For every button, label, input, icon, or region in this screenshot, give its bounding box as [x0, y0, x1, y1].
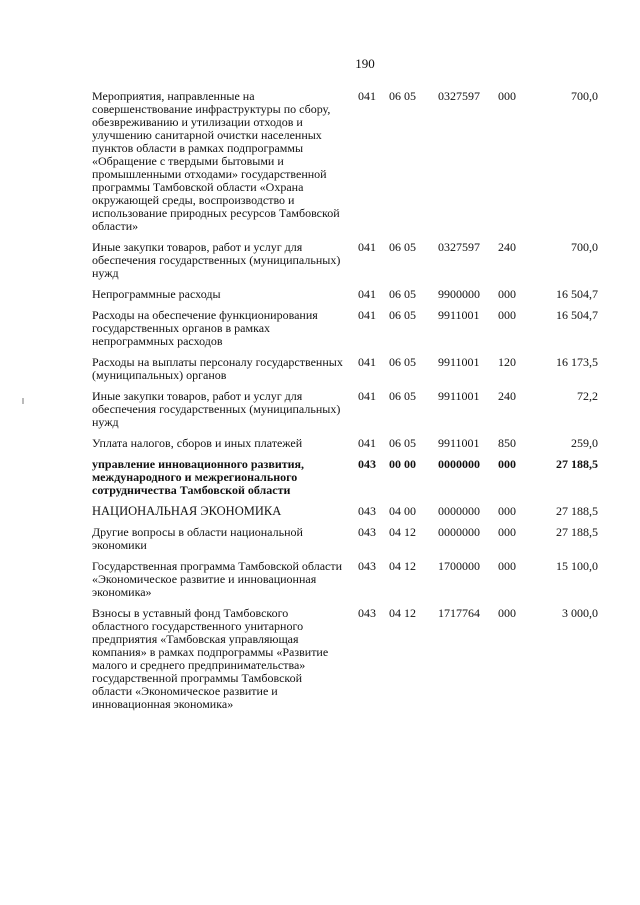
- page-number: 190: [355, 56, 375, 71]
- amount: 27 188,5: [556, 504, 598, 518]
- expense-type-code: 000: [498, 606, 516, 620]
- expense-type-code: 000: [498, 504, 516, 518]
- amount: 16 173,5: [556, 355, 598, 369]
- row-name: НАЦИОНАЛЬНАЯ ЭКОНОМИКА: [92, 504, 282, 518]
- expense-type-code: 000: [498, 559, 516, 573]
- target-article-code: 0327597: [438, 89, 480, 103]
- amount: 27 188,5: [556, 525, 598, 539]
- ministry-code: 043: [358, 457, 376, 471]
- ministry-code: 043: [358, 504, 376, 518]
- amount: 16 504,7: [556, 287, 598, 301]
- amount: 700,0: [571, 89, 598, 103]
- table-row: [92, 526, 602, 552]
- section-code: 04 12: [389, 606, 416, 620]
- section-code: 06 05: [389, 287, 416, 301]
- ministry-code: 041: [358, 89, 376, 103]
- section-code: 06 05: [389, 240, 416, 254]
- target-article-code: 9900000: [438, 287, 480, 301]
- table-row: [92, 90, 602, 233]
- ministry-code: 041: [358, 308, 376, 322]
- expense-type-code: 000: [498, 89, 516, 103]
- row-name: Государственная программа Тамбовской области «Экономическое развитие и инновационная экономика»: [92, 559, 343, 599]
- ministry-code: 043: [358, 606, 376, 620]
- ministry-code: 041: [358, 389, 376, 403]
- ministry-code: 043: [358, 525, 376, 539]
- scan-speck: [22, 398, 24, 404]
- section-code: 04 12: [389, 559, 416, 573]
- row-name: Взносы в уставный фонд Тамбовского областного государственного унитарного предприятия «Тамбовская управляющая компания» в рамках подпрограммы «Развитие малого и среднего предпринимательства» государственной программы Тамбовской области «Экономическое развитие и инновационная экономика»: [92, 606, 329, 711]
- ministry-code: 041: [358, 436, 376, 450]
- target-article-code: 1700000: [438, 559, 480, 573]
- section-code: 06 05: [389, 389, 416, 403]
- table-row: [92, 437, 602, 450]
- amount: 72,2: [577, 389, 598, 403]
- amount: 16 504,7: [556, 308, 598, 322]
- row-name: Непрограммные расходы: [92, 287, 221, 301]
- target-article-code: 9911001: [438, 389, 480, 403]
- expense-type-code: 240: [498, 240, 516, 254]
- amount: 15 100,0: [556, 559, 598, 573]
- table-row: [92, 356, 602, 382]
- section-code: 06 05: [389, 355, 416, 369]
- row-name: Другие вопросы в области национальной экономики: [92, 525, 303, 552]
- expense-type-code: 240: [498, 389, 516, 403]
- table-row: [92, 607, 602, 711]
- table-row: [92, 241, 602, 280]
- amount: 27 188,5: [556, 457, 598, 471]
- table-row: [92, 309, 602, 348]
- expense-type-code: 120: [498, 355, 516, 369]
- target-article-code: 0000000: [438, 457, 480, 471]
- table-row: [92, 390, 602, 429]
- row-name: Уплата налогов, сборов и иных платежей: [92, 436, 303, 450]
- target-article-code: 9911001: [438, 436, 480, 450]
- section-code: 06 05: [389, 308, 416, 322]
- expense-type-code: 000: [498, 308, 516, 322]
- ministry-code: 043: [358, 559, 376, 573]
- section-code: 00 00: [389, 457, 416, 471]
- table-row: [92, 458, 602, 497]
- target-article-code: 9911001: [438, 308, 480, 322]
- target-article-code: 0000000: [438, 525, 480, 539]
- amount: 700,0: [571, 240, 598, 254]
- budget-table: [92, 90, 602, 719]
- ministry-code: 041: [358, 287, 376, 301]
- target-article-code: 0327597: [438, 240, 480, 254]
- amount: 3 000,0: [562, 606, 598, 620]
- row-name: Расходы на выплаты персоналу государственных (муниципальных) органов: [92, 355, 343, 382]
- row-name: Иные закупки товаров, работ и услуг для обеспечения государственных (муниципальных) нужд: [92, 240, 341, 280]
- table-row: [92, 560, 602, 599]
- ministry-code: 041: [358, 240, 376, 254]
- expense-type-code: 000: [498, 525, 516, 539]
- row-name: Мероприятия, направленные на совершенствование инфраструктуры по сбору, обезвреживанию и утилизации отходов и улучшению санитарной очистки населенных пунктов области в рамках подпрограммы «Обращение с твердыми бытовыми и промышленными отходами» государственной программы Тамбовской области «Охрана окружающей среды, воспроизводство и использование природных ресурсов Тамбовской области»: [92, 89, 340, 233]
- amount: 259,0: [571, 436, 598, 450]
- ministry-code: 041: [358, 355, 376, 369]
- section-code: 06 05: [389, 89, 416, 103]
- expense-type-code: 000: [498, 287, 516, 301]
- section-code: 06 05: [389, 436, 416, 450]
- target-article-code: 0000000: [438, 504, 480, 518]
- target-article-code: 9911001: [438, 355, 480, 369]
- expense-type-code: 000: [498, 457, 516, 471]
- table-row: [92, 505, 602, 518]
- section-code: 04 12: [389, 525, 416, 539]
- row-name: Расходы на обеспечение функционирования государственных органов в рамках непрограммных расходов: [92, 308, 318, 348]
- table-row: [92, 288, 602, 301]
- row-name: Иные закупки товаров, работ и услуг для обеспечения государственных (муниципальных) нужд: [92, 389, 341, 429]
- expense-type-code: 850: [498, 436, 516, 450]
- row-name: управление инновационного развития, международного и межрегионального сотрудничества Тамбовской области: [92, 457, 305, 497]
- section-code: 04 00: [389, 504, 416, 518]
- target-article-code: 1717764: [438, 606, 480, 620]
